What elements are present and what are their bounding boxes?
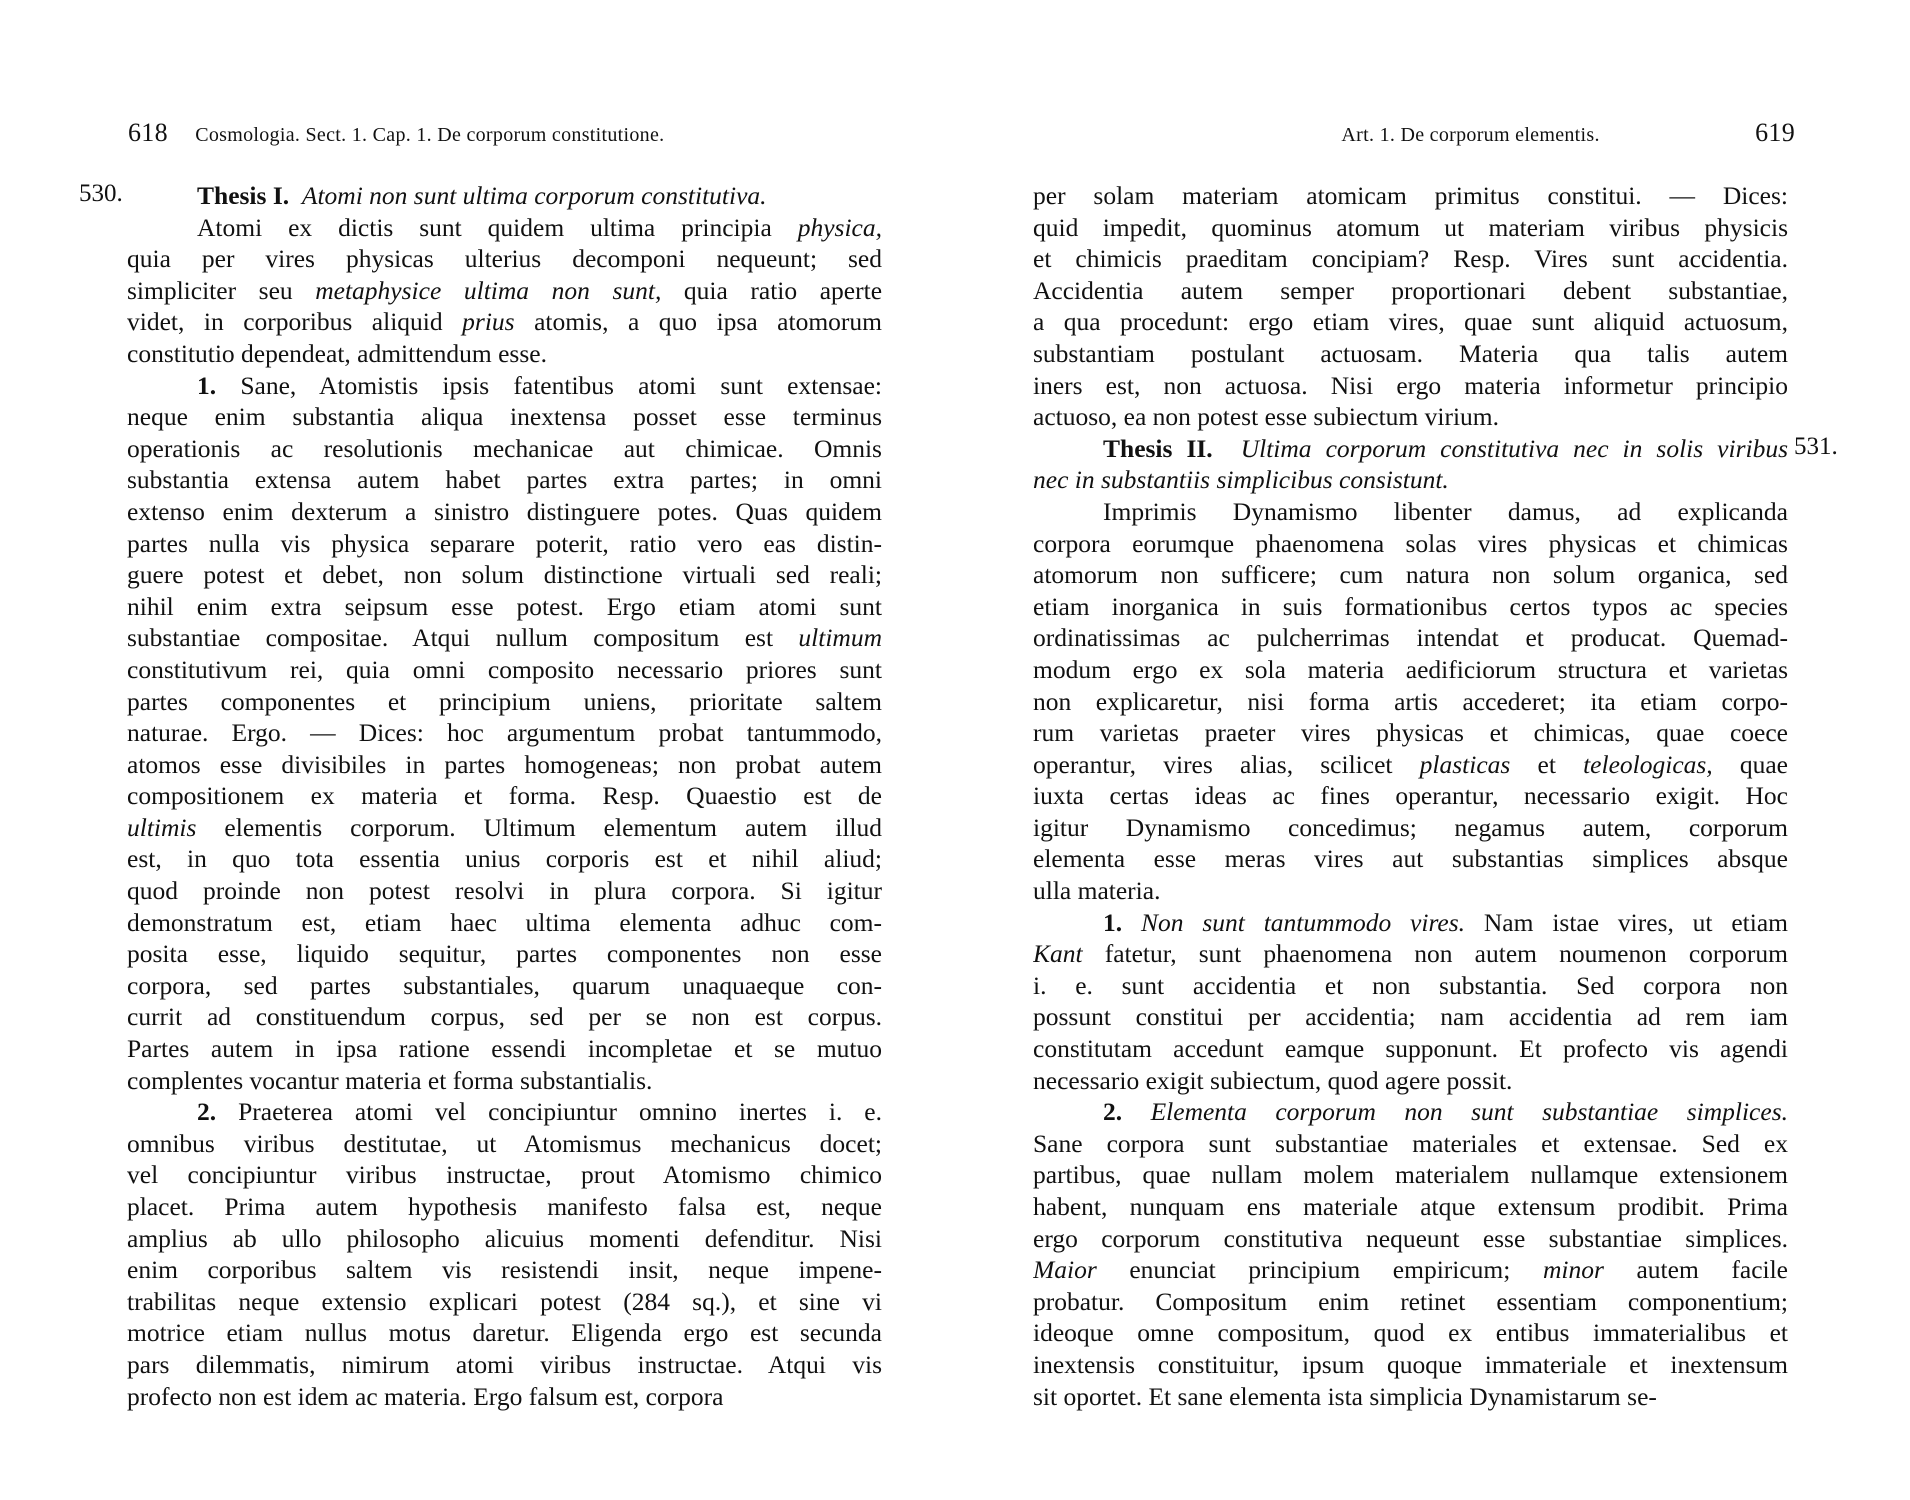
right-a-line-2: quid impedit, quominus atomum ut materiam viribus physicis — [1033, 212, 1788, 242]
left-line-22: quod proinde non potest resolvi in plura corpora. Si igitur — [127, 876, 882, 906]
right-running-head — [1245, 118, 1795, 148]
right-b-line-20: 2. Elementa corporum non sunt substantiae simplices. — [1103, 1097, 1788, 1127]
right-b-line-6: modum ergo ex sola materia aedificiorum structura et varietas — [1033, 654, 1788, 684]
right-running-title: Art. 1. De corporum elementis. — [1341, 124, 1600, 146]
right-b-line-28: inextensis constituitur, ipsum quoque immateriale et inextensum — [1033, 1349, 1788, 1379]
left-running-head — [128, 118, 664, 148]
left-margin-number: 530. — [79, 180, 123, 207]
right-b-line-4: etiam inorganica in suis formationibus certos typos ac species — [1033, 591, 1788, 621]
thesis-2-title-1: Ultima corporum constitutiva nec in solis viribus — [1240, 433, 1788, 463]
right-b-line-27: ideoque omne compositum, quod ex entibus immaterialibus et — [1033, 1318, 1788, 1348]
right-b-line-5: ordinatissimas ac pulcherrimas intendat et producat. Quemad- — [1033, 623, 1788, 653]
right-b-line-23: habent, nunquam ens materiale atque extensum prodibit. Prima — [1033, 1192, 1788, 1221]
right-b-line-11: igitur Dynamismo concedimus; negamus autem, corporum — [1033, 812, 1788, 842]
right-b-line-16: i. e. sunt accidentia et non substantia. Sed corpora non — [1033, 970, 1788, 1000]
right-a-line-1: per solam materiam atomicam primitus constitui. — Dices: — [1033, 181, 1788, 210]
left-line-24: posita esse, liquido sequitur, partes componentes non esse — [127, 939, 882, 969]
right-b-line-8: rum varietas praeter vires physicas et chimicas, quae coece — [1033, 718, 1788, 748]
left-line-23: demonstratum est, etiam haec ultima elementa adhuc com- — [127, 907, 882, 937]
right-b-line-15: Kant fatetur, sunt phaenomena non autem noumenon corporum — [1033, 939, 1788, 969]
left-line-32: placet. Prima autem hypothesis manifesto falsa est, neque — [127, 1192, 882, 1221]
right-b-line-7: non explicaretur, nisi forma artis accederet; ita etiam corpo- — [1033, 686, 1788, 716]
right-page — [955, 0, 1910, 1500]
left-page-number: 618 — [128, 118, 168, 147]
left-line-15: constitutivum rei, quia omni composito necessario priores sunt — [127, 654, 882, 684]
left-line-25: corpora, sed partes substantiales, quarum unaquaeque con- — [127, 970, 882, 1000]
right-b-line-13: ulla materia. — [1033, 876, 1161, 906]
left-line-26: currit ad constituendum corpus, sed per se non est corpus. — [127, 1002, 882, 1032]
right-margin-number: 531. — [1794, 433, 1838, 460]
left-line-19: compositionem ex materia et forma. Resp. Quaestio est de — [127, 781, 882, 811]
right-b-line-3: atomorum non sufficere; cum natura non solum organica, sed — [1033, 560, 1788, 590]
left-line-5: constitutio dependeat, admittendum esse. — [127, 338, 547, 368]
left-line-20: ultimis elementis corporum. Ultimum elementum autem illud — [127, 812, 882, 842]
right-b-line-22: partibus, quae nullam molem materialem nullamque extensionem — [1033, 1160, 1788, 1190]
right-a-line-7: iners est, non actuosa. Nisi ergo materia informetur principio — [1033, 370, 1788, 400]
left-line-38: profecto non est idem ac materia. Ergo falsum est, corpora — [127, 1381, 724, 1411]
left-line-14: substantiae compositae. Atqui nullum compositum est ultimum — [127, 623, 882, 653]
right-b-line-9: operantur, vires alias, scilicet plasticas et teleologicas, quae — [1033, 749, 1788, 779]
left-line-3: simpliciter seu metaphysice ultima non sunt, quia ratio aperte — [127, 275, 882, 305]
thesis-2-title-2: nec in substantiis simplicibus consistunt. — [1033, 465, 1449, 495]
left-line-33: amplius ab ullo philosopho alicuius momenti defenditur. Nisi — [127, 1223, 882, 1253]
left-line-34: enim corporibus saltem vis resistendi insit, neque impene- — [127, 1255, 882, 1285]
left-running-title: Cosmologia. Sect. 1. Cap. 1. De corporum constitutione. — [195, 124, 665, 146]
right-b-line-25: Maior enunciat principium empiricum; minor autem facile — [1033, 1255, 1788, 1285]
left-line-27: Partes autem in ipsa ratione essendi incompletae et se mutuo — [127, 1034, 882, 1064]
right-b-line-1: Imprimis Dynamismo libenter damus, ad explicanda — [1103, 496, 1788, 526]
thesis-1-label: Thesis I. — [197, 181, 290, 210]
left-line-2: quia per vires physicas ulterius decomponi nequeunt; sed — [127, 244, 882, 274]
left-body-text — [127, 180, 882, 1412]
left-line-6: 1. Sane, Atomistis ipsis fatentibus atomi sunt extensae: — [197, 370, 882, 400]
left-line-29: 2. Praeterea atomi vel concipiuntur omnino inertes i. e. — [197, 1097, 882, 1127]
right-a-line-4: Accidentia autem semper proportionari debent substantiae, — [1033, 275, 1788, 305]
left-line-36: motrice etiam nullus motus daretur. Eligenda ergo est secunda — [127, 1318, 882, 1348]
right-lines-a — [1033, 180, 1788, 433]
right-b-line-24: ergo corporum constitutiva nequeunt esse substantiae simplices. — [1033, 1223, 1788, 1253]
right-b-line-29: sit oportet. Et sane elementa ista simplicia Dynamistarum se- — [1033, 1381, 1657, 1411]
left-line-10: extenso enim dexterum a sinistro distinguere potes. Quas quidem — [127, 496, 882, 526]
thesis-2-heading — [1033, 433, 1788, 465]
left-line-28: complentes vocantur materia et forma substantialis. — [127, 1065, 653, 1095]
thesis-1-heading — [127, 180, 882, 212]
left-lines — [127, 212, 882, 1413]
right-b-line-10: iuxta certas ideas ac fines operantur, necessario exigit. Hoc — [1033, 781, 1788, 811]
right-page-number: 619 — [1755, 118, 1795, 147]
right-lines-b — [1033, 496, 1788, 1412]
left-line-1: Atomi ex dictis sunt quidem ultima principia physica, — [197, 212, 882, 242]
left-line-13: nihil enim extra seipsum esse potest. Ergo etiam atomi sunt — [127, 591, 882, 621]
right-b-line-14: 1. Non sunt tantummodo vires. Nam istae vires, ut etiam — [1103, 907, 1788, 937]
thesis-1-title: Atomi non sunt ultima corporum constitutiva. — [301, 181, 767, 210]
right-b-line-17: possunt constitui per accidentia; nam accidentia ad rem iam — [1033, 1002, 1788, 1032]
left-line-35: trabilitas neque extensio explicari potest (284 sq.), et sine vi — [127, 1286, 882, 1316]
right-a-line-5: a qua procedunt: ergo etiam vires, quae sunt aliquid actuosum, — [1033, 307, 1788, 337]
right-b-line-21: Sane corpora sunt substantiae materiales et extensae. Sed ex — [1033, 1128, 1788, 1158]
left-line-21: est, in quo tota essentia unius corporis est et nihil aliud; — [127, 844, 882, 874]
right-b-line-12: elementa esse meras vires aut substantias simplices absque — [1033, 844, 1788, 874]
left-line-18: atomos esse divisibiles in partes homogeneas; non probat autem — [127, 749, 882, 779]
left-line-17: naturae. Ergo. — Dices: hoc argumentum probat tantummodo, — [127, 718, 882, 748]
thesis-2-label: Thesis II. — [1103, 433, 1213, 463]
left-line-12: guere potest et debet, non solum distinctione virtuali sed reali; — [127, 560, 882, 590]
left-line-8: operationis ac resolutionis mechanicae aut chimicae. Omnis — [127, 433, 882, 463]
left-line-30: omnibus viribus destitutae, ut Atomismus mechanicus docet; — [127, 1128, 882, 1158]
right-b-line-26: probatur. Compositum enim retinet essentiam componentium; — [1033, 1286, 1788, 1316]
right-b-line-18: constitutam accedunt eamque supponunt. Et profecto vis agendi — [1033, 1034, 1788, 1064]
left-line-4: videt, in corporibus aliquid prius atomis, a quo ipsa atomorum — [127, 307, 882, 337]
left-line-9: substantia extensa autem habet partes extra partes; in omni — [127, 465, 882, 495]
left-line-37: pars dilemmatis, nimirum atomi viribus instructae. Atqui vis — [127, 1349, 882, 1379]
right-b-line-2: corpora eorumque phaenomena solas vires physicas et chimicas — [1033, 528, 1788, 558]
left-line-11: partes nulla vis physica separare poterit, ratio vero eas distin- — [127, 528, 882, 558]
right-b-line-19: necessario exigit subiectum, quod agere possit. — [1033, 1065, 1513, 1095]
right-a-line-8: actuoso, ea non potest esse subiectum virium. — [1033, 402, 1499, 432]
right-a-line-6: substantiam postulant actuosam. Materia qua talis autem — [1033, 338, 1788, 368]
thesis-2-heading-cont — [1033, 464, 1788, 496]
right-body-text — [1033, 180, 1788, 1412]
left-line-16: partes componentes et principium uniens, prioritate saltem — [127, 686, 882, 716]
left-line-7: neque enim substantia aliqua inextensa posset esse terminus — [127, 402, 882, 432]
right-a-line-3: et chimicis praeditam concipiam? Resp. Vires sunt accidentia. — [1033, 244, 1788, 274]
left-line-31: vel concipiuntur viribus instructae, prout Atomismo chimico — [127, 1160, 882, 1190]
